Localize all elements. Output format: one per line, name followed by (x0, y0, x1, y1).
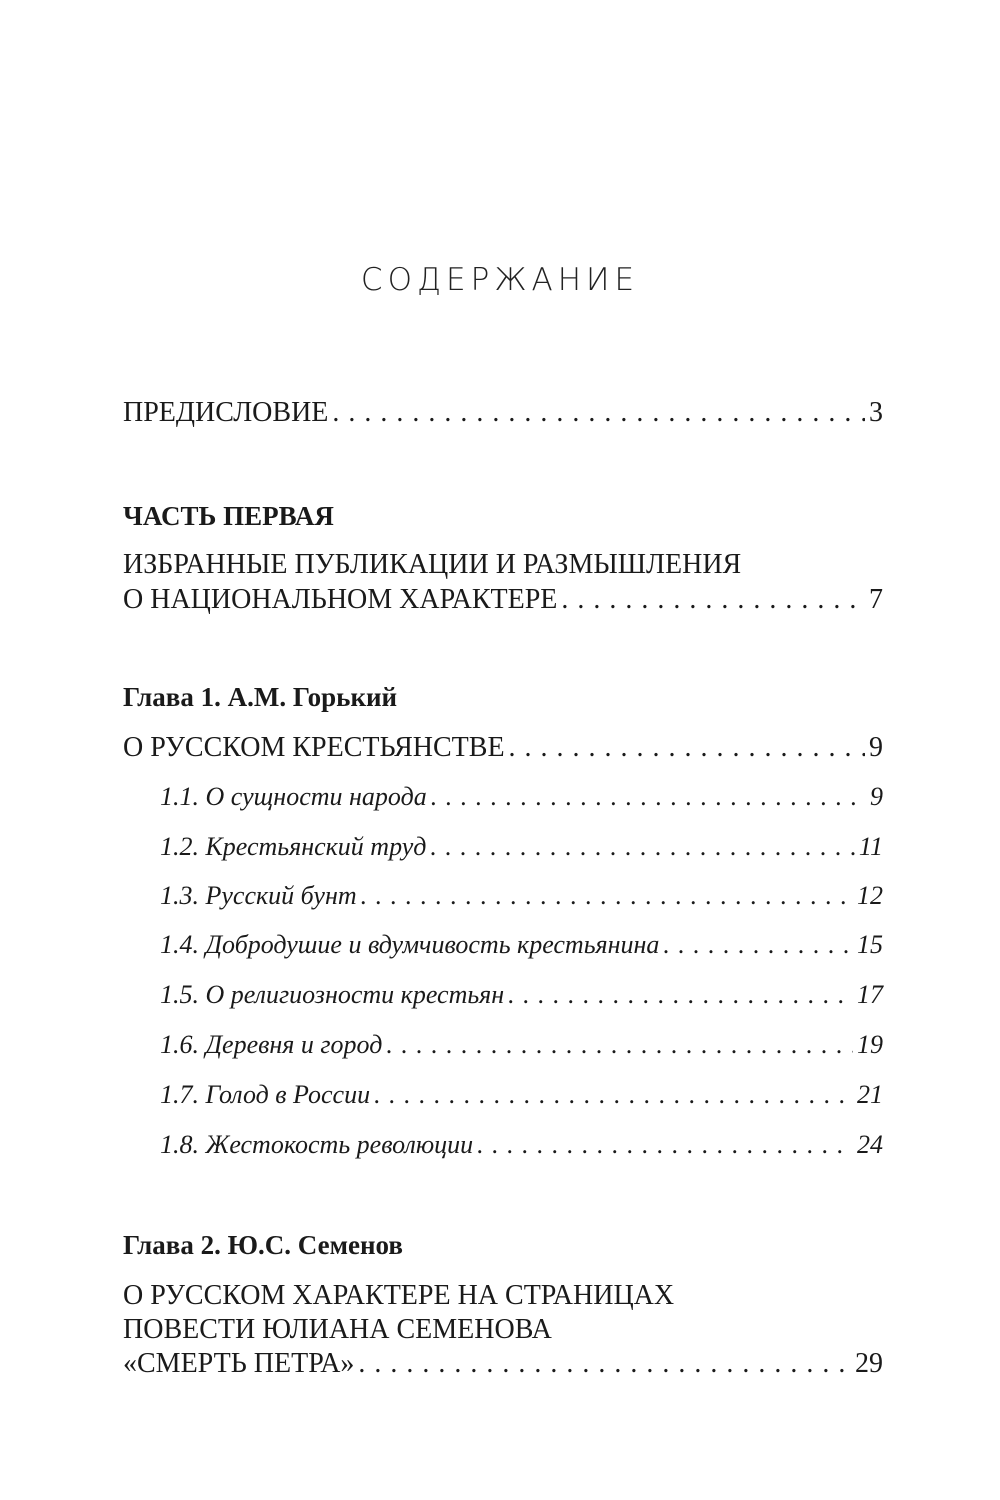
chapter-title-line: ПОВЕСТИ ЮЛИАНА СЕМЕНОВА (123, 1314, 552, 1345)
toc-label: 1.1. О сущности народа (160, 782, 427, 811)
toc-section[interactable] (160, 829, 883, 865)
dot-leader (509, 730, 865, 766)
toc-entry-chapter1[interactable] (123, 730, 883, 766)
toc-page: 3 (869, 397, 883, 428)
toc-label: О НАЦИОНАЛЬНОМ ХАРАКТЕРЕ (123, 584, 558, 615)
toc-section[interactable] (160, 779, 883, 815)
dot-leader (361, 878, 853, 914)
toc-page: 9 (869, 732, 883, 763)
dot-leader (663, 927, 853, 963)
toc-section[interactable] (160, 878, 883, 914)
toc-label: ПРЕДИСЛОВИЕ (123, 397, 329, 428)
toc-page: 7 (869, 584, 883, 615)
chapter-heading: Глава 1. А.М. Горький (123, 682, 398, 712)
dot-leader (431, 779, 866, 815)
toc-page: 12 (857, 881, 883, 910)
toc-entry-preface[interactable] (123, 395, 883, 431)
toc-label: 1.2. Крестьянский труд (160, 832, 427, 861)
toc-section[interactable] (160, 1127, 883, 1163)
toc-section[interactable] (160, 1027, 883, 1063)
toc-label: 1.8. Жестокость революции (160, 1130, 474, 1159)
toc-entry-chapter2[interactable] (123, 1346, 883, 1382)
dot-leader (374, 1077, 853, 1113)
toc-section[interactable] (160, 1077, 883, 1113)
toc-label: О РУССКОМ КРЕСТЬЯНСТВЕ (123, 732, 505, 763)
toc-page: 24 (857, 1130, 883, 1159)
toc-section[interactable] (160, 977, 883, 1013)
toc-page: 29 (855, 1348, 883, 1379)
toc-label: 1.7. Голод в России (160, 1080, 371, 1109)
dot-leader (508, 977, 853, 1013)
page-title: СОДЕРЖАНИЕ (360, 262, 640, 298)
toc-page: 21 (857, 1080, 883, 1109)
dot-leader (561, 582, 865, 618)
dot-leader (332, 395, 865, 431)
dot-leader (358, 1346, 851, 1382)
toc-section[interactable] (160, 927, 883, 963)
toc-label: 1.5. О религиозности крестьян (160, 980, 505, 1009)
chapter-heading: Глава 2. Ю.С. Семенов (123, 1230, 403, 1260)
part-title-line: ИЗБРАННЫЕ ПУБЛИКАЦИИ И РАЗМЫШЛЕНИЯ (123, 549, 742, 580)
toc-page: 19 (857, 1030, 883, 1059)
toc-label: 1.4. Добродушие и вдумчивость крестьянина (160, 930, 660, 959)
toc-page: 17 (857, 980, 883, 1009)
dot-leader (430, 829, 855, 865)
chapter-title-line: О РУССКОМ ХАРАКТЕРЕ НА СТРАНИЦАХ (123, 1280, 675, 1311)
toc-page: 15 (857, 930, 883, 959)
dot-leader (477, 1127, 853, 1163)
toc-entry-part1[interactable] (123, 582, 883, 618)
dot-leader (386, 1027, 853, 1063)
part-heading: ЧАСТЬ ПЕРВАЯ (123, 501, 334, 531)
toc-label: 1.3. Русский бунт (160, 881, 357, 910)
toc-page: 9 (870, 782, 883, 811)
toc-label: 1.6. Деревня и город (160, 1030, 383, 1059)
toc-label: «СМЕРТЬ ПЕТРА» (123, 1348, 355, 1379)
toc-page: 11 (858, 832, 883, 861)
